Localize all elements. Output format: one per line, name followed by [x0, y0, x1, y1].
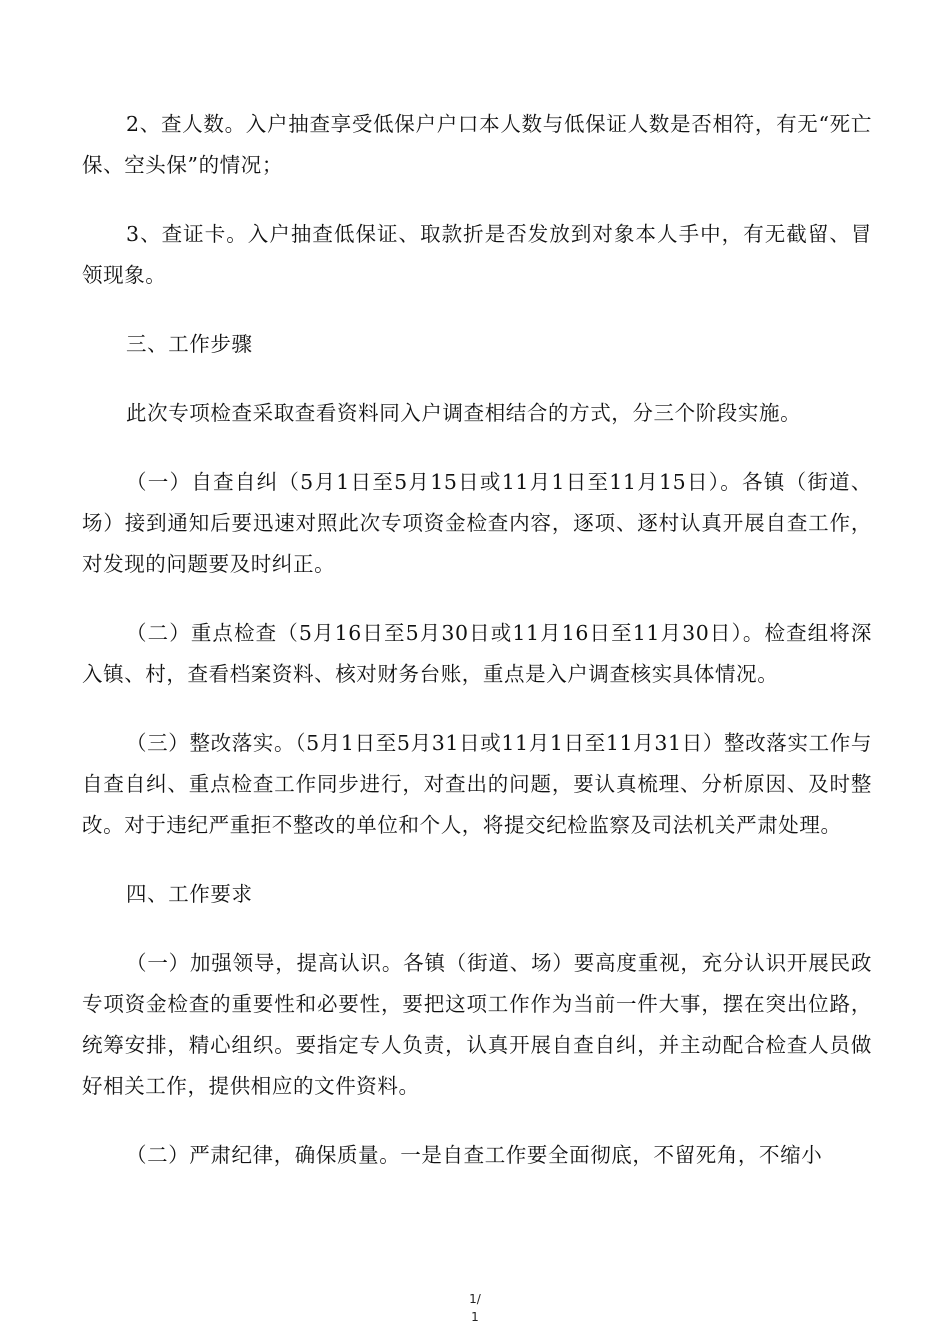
section-heading-work-steps: 三、工作步骤 [126, 332, 253, 356]
section-heading-work-requirements: 四、工作要求 [126, 882, 253, 906]
page-number-top: 1/ [469, 1292, 481, 1306]
paragraph-key-inspection: （二）重点检查（5月16日至5月30日或11月16日至11月30日）。检查组将深入镇、村，查看档案资料、核对财务台账，重点是入户调查核实具体情况。 [82, 621, 872, 686]
page-number-bottom: 1 [471, 1310, 479, 1324]
paragraph-check-cards: 3、查证卡。入户抽查低保证、取款折是否发放到对象本人手中，有无截留、冒领现象。 [82, 222, 872, 287]
paragraph-leadership: （一）加强领导，提高认识。各镇（街道、场）要高度重视，充分认识开展民政专项资金检查的重要性和必要性，要把这项工作作为当前一件大事，摆在突出位路，统筹安排，精心组织。要指定专人负责，认真开展自查自纠，并主动配合检查人员做好相关工作，提供相应的文件资料。 [82, 951, 872, 1098]
paragraph-discipline: （二）严肃纪律，确保质量。一是自查工作要全面彻底，不留死角，不缩小 [126, 1143, 823, 1167]
paragraph-steps-intro: 此次专项检查采取查看资料同入户调查相结合的方式，分三个阶段实施。 [126, 401, 802, 425]
paragraph-check-headcount: 2、查人数。入户抽查享受低保户户口本人数与低保证人数是否相符，有无“死亡保、空头保”的情况； [82, 112, 872, 177]
document-body [82, 104, 872, 1204]
paragraph-rectification: （三）整改落实。（5月1日至5月31日或11月1日至11月31日）整改落实工作与自查自纠、重点检查工作同步进行，对查出的问题，要认真梳理、分析原因、及时整改。对于违纪严重拒不整改的单位和个人，将提交纪检监察及司法机关严肃处理。 [82, 731, 872, 837]
paragraph-self-check: （一）自查自纠（5月1日至5月15日或11月1日至11月15日）。各镇（街道、场）接到通知后要迅速对照此次专项资金检查内容，逐项、逐村认真开展自查工作，对发现的问题要及时纠正。 [82, 470, 872, 576]
